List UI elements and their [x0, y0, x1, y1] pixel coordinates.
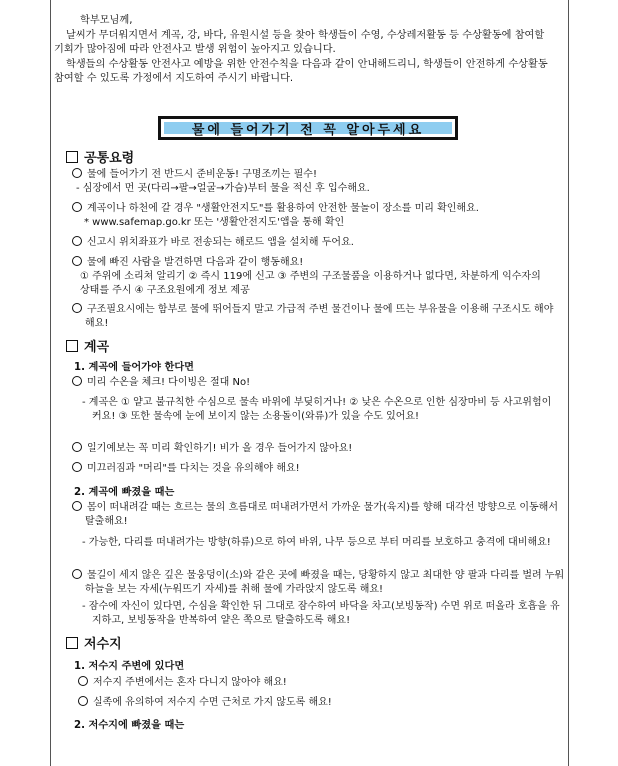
circle-bullet-icon — [72, 256, 82, 266]
valley-subheading-1: 1. 계곡에 들어가야 한다면 — [74, 362, 195, 373]
checkbox-square-icon — [66, 151, 78, 163]
common-item-3: 신고시 위치좌표가 바로 전송되는 해로드 앱을 설치해 두어요. — [72, 236, 354, 250]
circle-bullet-icon — [72, 569, 82, 579]
common-item-4: 물에 빠진 사람을 발견하면 다음과 같이 행동해요! — [72, 256, 303, 270]
valley-item-2: 일기예보는 꼭 미리 확인하기! 비가 올 경우 들어가지 않아요! — [72, 442, 352, 456]
valley-item-4-detail: - 가능한, 다리를 떠내려가는 방향(하류)으로 하여 바위, 나무 등으로 부터 머리를 보호하고 충격에 대비해요! — [82, 537, 551, 548]
common-item-2: 계곡이나 하천에 갈 경우 "생활안전지도"를 활용하여 안전한 물놀이 장소를 미리 확인해요. — [72, 202, 552, 216]
intro-block — [54, 14, 554, 87]
valley-subheading-2: 2. 계곡에 빠졌을 때는 — [74, 487, 175, 498]
checkbox-square-icon — [66, 637, 78, 649]
circle-bullet-icon — [72, 462, 82, 472]
circle-bullet-icon — [72, 168, 82, 178]
greeting: 학부모님께, — [80, 15, 133, 26]
valley-item-4: 몸이 떠내려갈 때는 흐르는 물의 흐름대로 떠내려가면서 가까운 물가(육지)를 향해 대각선 방향으로 이동해서 탈출해요! — [72, 501, 565, 529]
common-item-1-detail: - 심장에서 먼 곳(다리→팔→얼굴→가슴)부터 물을 적신 후 입수해요. — [76, 183, 370, 194]
reservoir-subheading-2: 2. 저수지에 빠졌을 때는 — [74, 720, 185, 731]
section-header-valley: 계곡 — [66, 336, 109, 355]
circle-bullet-icon — [72, 202, 82, 212]
section-header-common: 공통요령 — [66, 147, 134, 166]
page-border-right — [568, 0, 569, 766]
common-item-5: 구조필요시에는 함부로 물에 뛰어들지 말고 가급적 주변 물건이나 물에 뜨는 부유물을 이용해 구조시도 해야 해요! — [72, 303, 565, 331]
reservoir-item-1: 저수지 주변에서는 혼자 다니지 않아야 해요! — [78, 676, 287, 690]
valley-item-3: 미끄러짐과 "머리"를 다치는 것을 유의해야 해요! — [72, 462, 300, 476]
valley-item-1-detail: - 계곡은 ① 얕고 불규칙한 수심으로 물속 바위에 부딪히거나! ② 낮은 수온으로 인한 심장마비 등 사고위험이 커요! ③ 또한 물속에 눈에 보이지 않는 소용돌이(와류)가 있을 수도 있어요! — [82, 397, 552, 422]
intro-paragraph-2: 학생들의 수상활동 안전사고 예방을 위한 안전수칙을 다음과 같이 안내해드리니, 학생들이 안전하게 수상활동 참여할 수 있도록 가정에서 지도하여 주시기 바랍니다. — [54, 58, 548, 84]
circle-bullet-icon — [72, 303, 82, 313]
title-banner — [158, 116, 458, 140]
valley-item-1: 미리 수온을 체크! 다이빙은 절대 No! — [72, 376, 250, 390]
valley-item-5-detail: - 잠수에 자신이 있다면, 수심을 확인한 뒤 그대로 잠수하여 바닥을 차고(보빙동작) 수면 위로 떠올라 호흡을 유지하고, 보빙동작을 반복하여 얕은 쪽으로 탈출하도록 해요! — [82, 601, 560, 626]
reservoir-item-2: 실족에 유의하여 저수지 수면 근처로 가지 않도록 해요! — [78, 696, 332, 710]
common-item-2-detail: * www.safemap.go.kr 또는 '생활안전지도'앱을 통해 확인 — [84, 217, 345, 228]
intro-paragraph-1: 날씨가 무더워지면서 계곡, 강, 바다, 유원시설 등을 찾아 학생들이 수영, 수상레저활동 등 수상활동에 참여할 기회가 많아짐에 따라 안전사고 발생 위험이 높아지고 있습니다. — [54, 29, 545, 55]
circle-bullet-icon — [78, 696, 88, 706]
section-header-reservoir: 저수지 — [66, 633, 122, 652]
document-page — [50, 0, 568, 766]
circle-bullet-icon — [78, 676, 88, 686]
valley-item-5: 물길이 세지 않은 깊은 물웅덩이(소)와 같은 곳에 빠졌을 때는, 당황하지 않고 최대한 양 팔과 다리를 벌려 누워 하늘을 보는 자세(누워뜨기 자세)를 취해 물에 가라앉지 않도록 해요! — [72, 569, 565, 597]
circle-bullet-icon — [72, 376, 82, 386]
common-item-4-detail: ① 주위에 소리쳐 알리기 ② 즉시 119에 신고 ③ 주변의 구조물품을 이용하거나 없다면, 차분하게 익수자의 상태를 주시 ④ 구조요원에게 정보 제공 — [80, 271, 541, 296]
reservoir-subheading-1: 1. 저수지 주변에 있다면 — [74, 661, 185, 672]
common-item-1: 물에 들어가기 전 반드시 준비운동! 구명조끼는 필수! — [72, 168, 317, 182]
circle-bullet-icon — [72, 236, 82, 246]
banner-title: 물에 들어가기 전 꼭 알아두세요 — [164, 122, 452, 134]
checkbox-square-icon — [66, 340, 78, 352]
circle-bullet-icon — [72, 501, 82, 511]
circle-bullet-icon — [72, 442, 82, 452]
